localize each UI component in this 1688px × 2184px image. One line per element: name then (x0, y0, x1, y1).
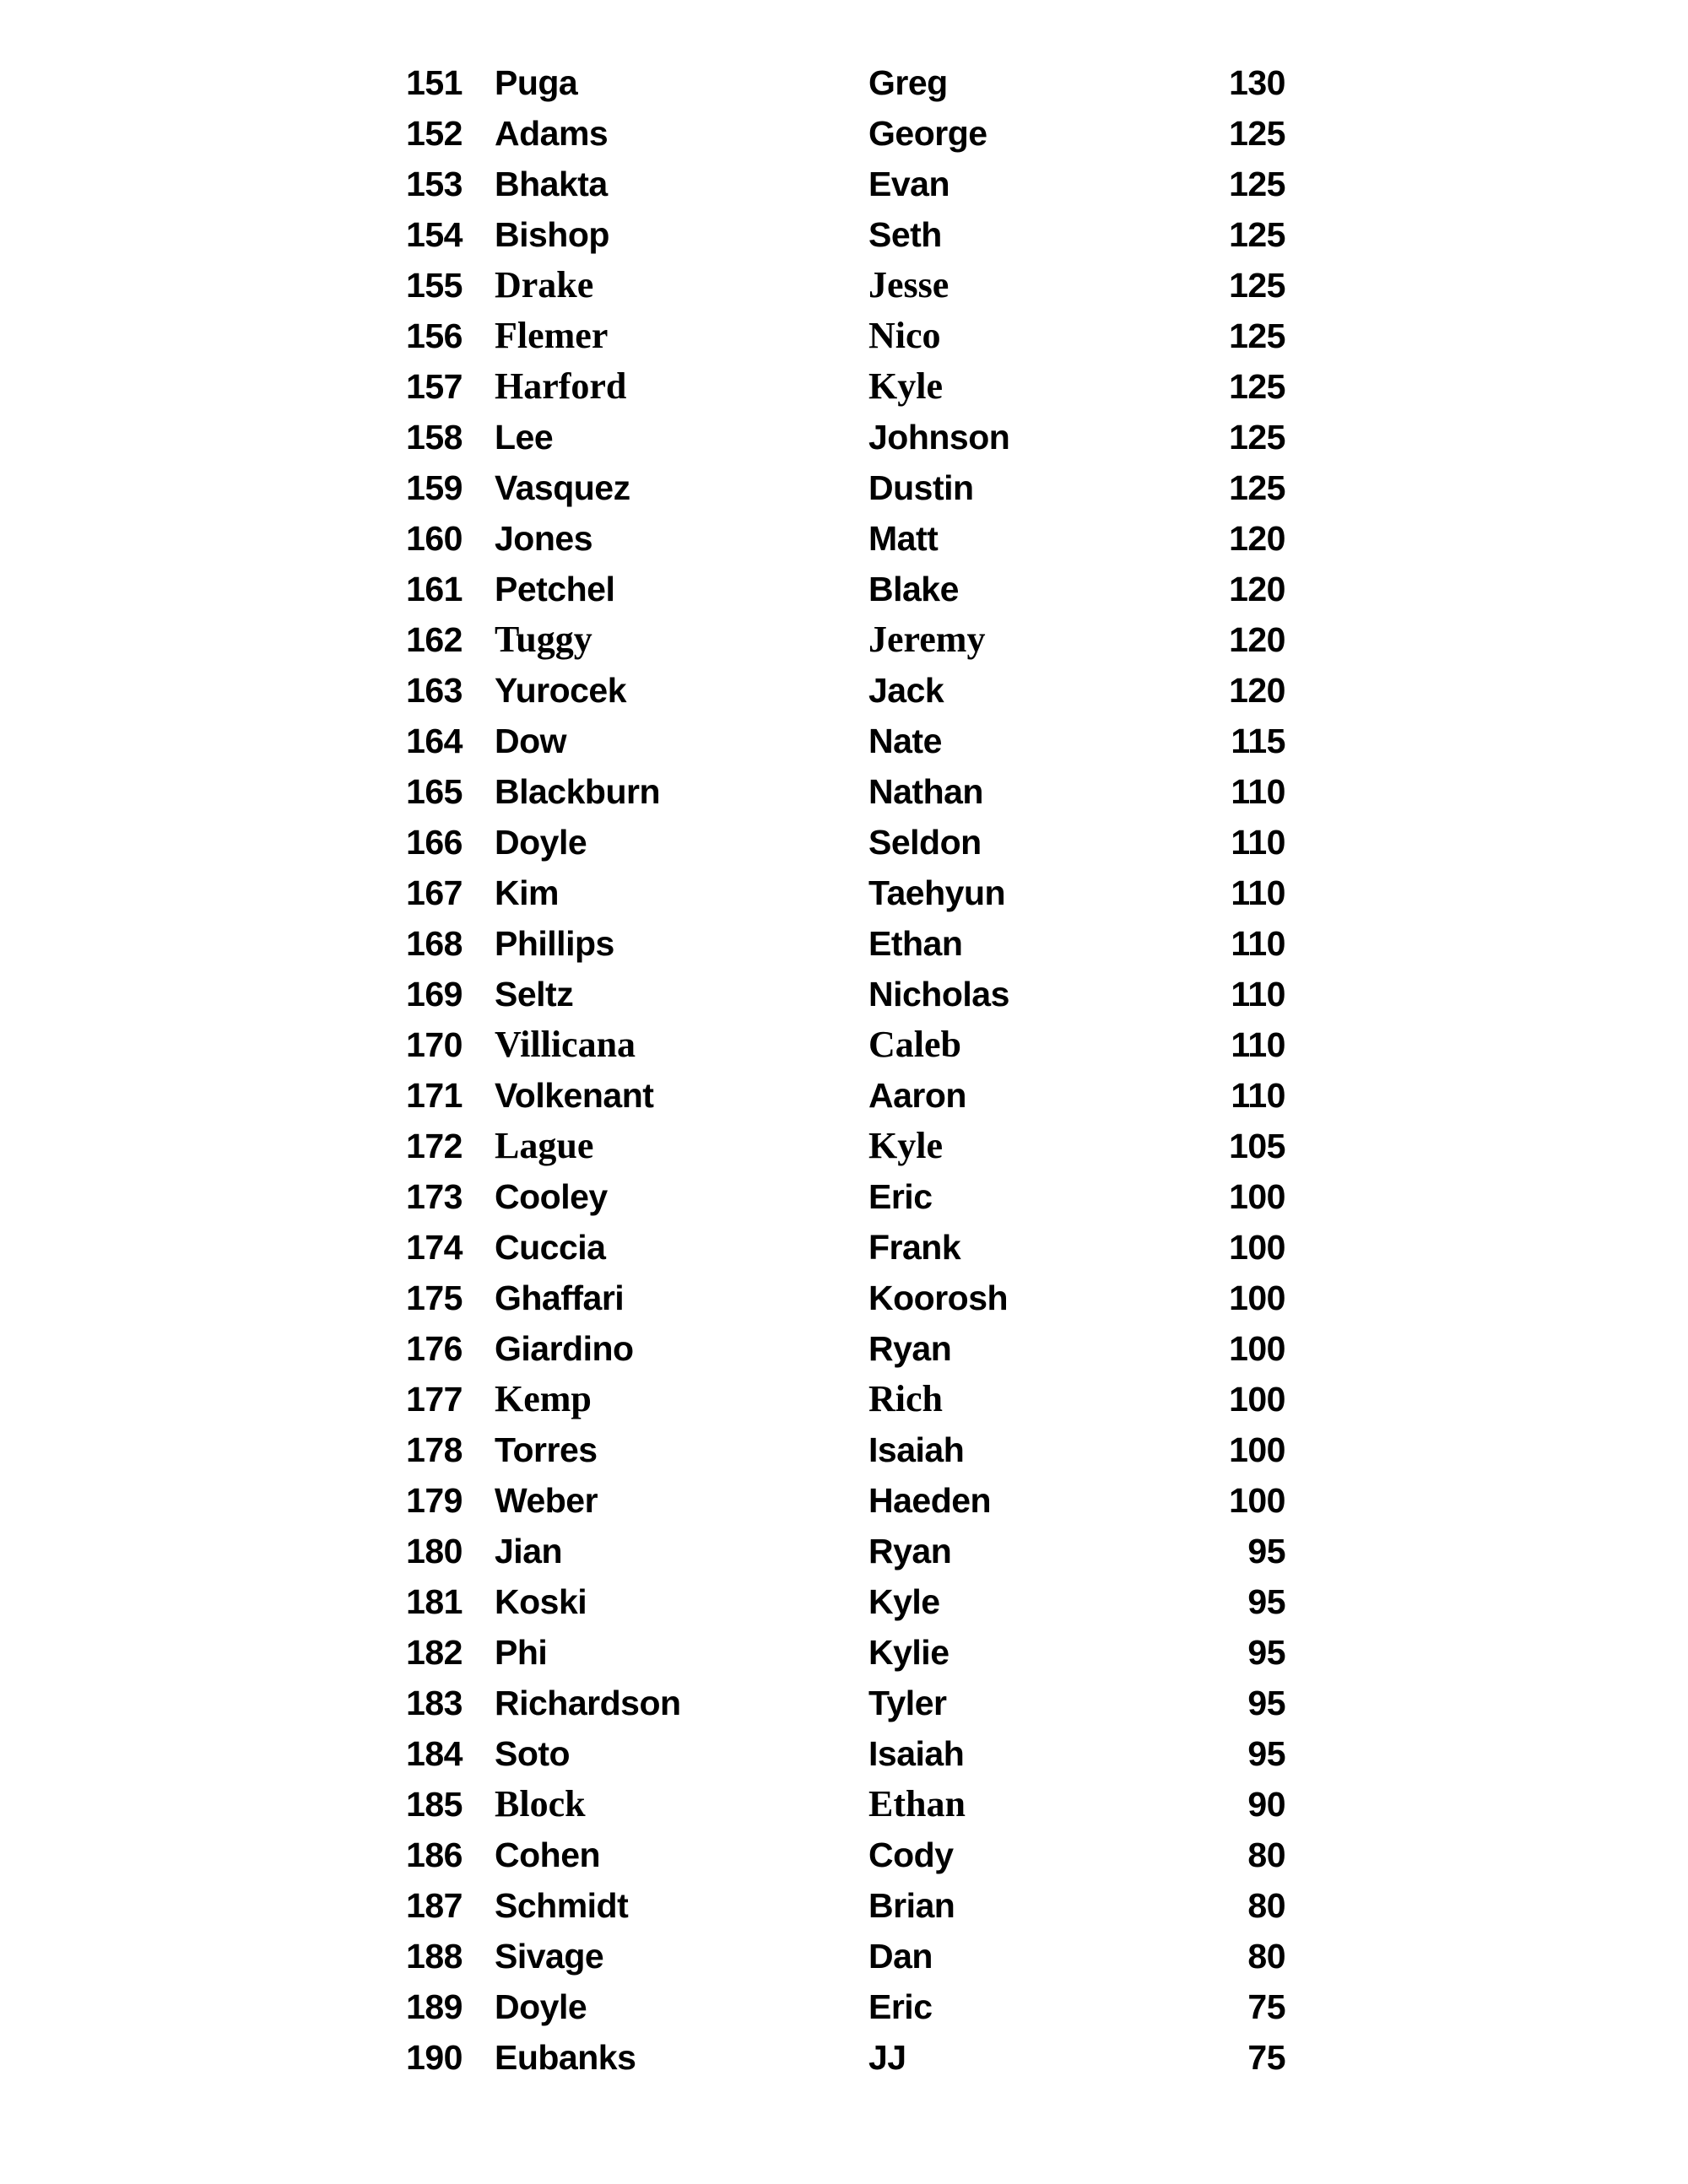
points-cell: 100 (1229, 1329, 1285, 1368)
rank-cell: 167 (406, 873, 463, 912)
rank-cell: 185 (406, 1785, 463, 1824)
rank-cell: 168 (406, 924, 463, 963)
table-row (0, 260, 1317, 311)
table-row (0, 361, 1317, 412)
points-cell: 120 (1229, 570, 1285, 608)
rank-cell: 163 (406, 671, 463, 710)
table-row (0, 1424, 1317, 1475)
rank-cell: 160 (406, 519, 463, 558)
first-name-cell: Dan (868, 1937, 933, 1976)
first-name-cell: Frank (868, 1228, 961, 1267)
first-name-cell: Jesse (868, 264, 950, 305)
points-cell: 110 (1231, 1025, 1285, 1064)
last-name-cell: Phillips (495, 924, 614, 963)
roster-list (0, 57, 1317, 2083)
points-cell: 120 (1229, 671, 1285, 710)
points-cell: 110 (1231, 924, 1285, 963)
table-row (0, 918, 1317, 969)
last-name-cell: Giardino (495, 1329, 634, 1368)
first-name-cell: Rich (868, 1378, 943, 1419)
rank-cell: 170 (406, 1025, 463, 1064)
points-cell: 110 (1231, 772, 1285, 811)
first-name-cell: Taehyun (868, 873, 1006, 912)
rank-cell: 165 (406, 772, 463, 811)
first-name-cell: Greg (868, 63, 948, 102)
rank-cell: 159 (406, 468, 463, 507)
first-name-cell: Jeremy (868, 619, 986, 660)
points-cell: 100 (1229, 1279, 1285, 1317)
rank-cell: 173 (406, 1177, 463, 1216)
points-cell: 125 (1229, 367, 1285, 406)
rank-cell: 188 (406, 1937, 463, 1976)
rank-cell: 175 (406, 1279, 463, 1317)
table-row (0, 1830, 1317, 1880)
points-cell: 80 (1247, 1835, 1285, 1874)
first-name-cell: Koorosh (868, 1279, 1009, 1317)
rank-cell: 162 (406, 620, 463, 659)
last-name-cell: Bhakta (495, 165, 608, 203)
points-cell: 100 (1229, 1177, 1285, 1216)
points-cell: 125 (1229, 418, 1285, 457)
points-cell: 95 (1247, 1734, 1285, 1773)
table-row (0, 108, 1317, 159)
rank-cell: 190 (406, 2038, 463, 2077)
table-row (0, 1374, 1317, 1424)
points-cell: 110 (1231, 823, 1285, 862)
first-name-cell: Nicholas (868, 975, 1009, 1014)
points-cell: 95 (1247, 1582, 1285, 1621)
first-name-cell: Dustin (868, 468, 974, 507)
points-cell: 95 (1247, 1633, 1285, 1672)
points-cell: 125 (1229, 316, 1285, 355)
points-cell: 75 (1247, 2038, 1285, 2077)
table-row (0, 817, 1317, 868)
last-name-cell: Adams (495, 114, 609, 153)
first-name-cell: Seldon (868, 823, 982, 862)
rank-cell: 174 (406, 1228, 463, 1267)
first-name-cell: Caleb (868, 1024, 961, 1065)
table-row (0, 1121, 1317, 1171)
last-name-cell: Vasquez (495, 468, 630, 507)
table-row (0, 412, 1317, 462)
table-row (0, 614, 1317, 665)
rank-cell: 178 (406, 1430, 463, 1469)
rank-cell: 171 (406, 1076, 463, 1115)
table-row (0, 1273, 1317, 1323)
first-name-cell: Ryan (868, 1329, 952, 1368)
last-name-cell: Drake (495, 264, 594, 305)
rank-cell: 189 (406, 1987, 463, 2026)
table-row (0, 716, 1317, 766)
rank-cell: 152 (406, 114, 463, 153)
last-name-cell: Soto (495, 1734, 571, 1773)
table-row (0, 159, 1317, 209)
last-name-cell: Weber (495, 1481, 598, 1520)
last-name-cell: Richardson (495, 1684, 681, 1722)
points-cell: 110 (1231, 975, 1285, 1014)
last-name-cell: Villicana (495, 1024, 636, 1065)
table-row (0, 1576, 1317, 1627)
table-row (0, 1880, 1317, 1931)
table-row (0, 311, 1317, 361)
rank-cell: 179 (406, 1481, 463, 1520)
first-name-cell: Kylie (868, 1633, 950, 1672)
last-name-cell: Puga (495, 63, 578, 102)
last-name-cell: Petchel (495, 570, 615, 608)
first-name-cell: George (868, 114, 987, 153)
rank-cell: 157 (406, 367, 463, 406)
points-cell: 100 (1229, 1380, 1285, 1419)
last-name-cell: Jian (495, 1532, 563, 1570)
last-name-cell: Bishop (495, 215, 609, 254)
last-name-cell: Phi (495, 1633, 548, 1672)
first-name-cell: Isaiah (868, 1430, 965, 1469)
table-row (0, 868, 1317, 918)
points-cell: 125 (1229, 468, 1285, 507)
rank-cell: 181 (406, 1582, 463, 1621)
table-row (0, 1981, 1317, 2032)
last-name-cell: Eubanks (495, 2038, 636, 2077)
first-name-cell: Eric (868, 1177, 933, 1216)
points-cell: 75 (1247, 1987, 1285, 2026)
table-row (0, 1222, 1317, 1273)
table-row (0, 1475, 1317, 1526)
table-row (0, 209, 1317, 260)
table-row (0, 1627, 1317, 1678)
last-name-cell: Cuccia (495, 1228, 606, 1267)
last-name-cell: Cooley (495, 1177, 608, 1216)
table-row (0, 766, 1317, 817)
last-name-cell: Lee (495, 418, 554, 457)
first-name-cell: Nathan (868, 772, 983, 811)
last-name-cell: Volkenant (495, 1076, 654, 1115)
first-name-cell: Seth (868, 215, 942, 254)
first-name-cell: Haeden (868, 1481, 992, 1520)
table-row (0, 969, 1317, 1019)
rank-cell: 184 (406, 1734, 463, 1773)
table-row (0, 564, 1317, 614)
last-name-cell: Doyle (495, 1987, 587, 2026)
last-name-cell: Block (495, 1783, 586, 1825)
last-name-cell: Koski (495, 1582, 587, 1621)
last-name-cell: Kim (495, 873, 559, 912)
points-cell: 120 (1229, 519, 1285, 558)
last-name-cell: Doyle (495, 823, 587, 862)
rank-cell: 180 (406, 1532, 463, 1570)
table-row (0, 1323, 1317, 1374)
rank-cell: 166 (406, 823, 463, 862)
last-name-cell: Torres (495, 1430, 598, 1469)
last-name-cell: Jones (495, 519, 592, 558)
first-name-cell: Nate (868, 722, 942, 760)
last-name-cell: Harford (495, 365, 627, 407)
points-cell: 115 (1231, 722, 1285, 760)
rank-cell: 161 (406, 570, 463, 608)
first-name-cell: Cody (868, 1835, 954, 1874)
rank-cell: 151 (406, 63, 463, 102)
first-name-cell: Kyle (868, 365, 943, 407)
table-row (0, 1070, 1317, 1121)
points-cell: 95 (1247, 1532, 1285, 1570)
points-cell: 125 (1229, 215, 1285, 254)
points-cell: 125 (1229, 165, 1285, 203)
points-cell: 95 (1247, 1684, 1285, 1722)
last-name-cell: Dow (495, 722, 567, 760)
points-cell: 110 (1231, 873, 1285, 912)
rank-cell: 158 (406, 418, 463, 457)
rank-cell: 164 (406, 722, 463, 760)
table-row (0, 2032, 1317, 2083)
rank-cell: 183 (406, 1684, 463, 1722)
points-cell: 100 (1229, 1430, 1285, 1469)
rank-cell: 154 (406, 215, 463, 254)
points-cell: 80 (1247, 1937, 1285, 1976)
rank-cell: 155 (406, 266, 463, 305)
table-row (0, 1019, 1317, 1070)
first-name-cell: Nico (868, 315, 941, 356)
last-name-cell: Ghaffari (495, 1279, 625, 1317)
last-name-cell: Seltz (495, 975, 574, 1014)
points-cell: 100 (1229, 1481, 1285, 1520)
table-row (0, 1526, 1317, 1576)
last-name-cell: Cohen (495, 1835, 601, 1874)
first-name-cell: Aaron (868, 1076, 966, 1115)
first-name-cell: Brian (868, 1886, 955, 1925)
rank-cell: 182 (406, 1633, 463, 1672)
last-name-cell: Flemer (495, 315, 609, 356)
first-name-cell: Jack (868, 671, 944, 710)
first-name-cell: Johnson (868, 418, 1010, 457)
rank-cell: 177 (406, 1380, 463, 1419)
table-row (0, 665, 1317, 716)
first-name-cell: Ethan (868, 1783, 966, 1825)
points-cell: 110 (1231, 1076, 1285, 1115)
first-name-cell: Ryan (868, 1532, 952, 1570)
table-row (0, 513, 1317, 564)
table-row (0, 1931, 1317, 1981)
first-name-cell: Ethan (868, 924, 963, 963)
rank-cell: 186 (406, 1835, 463, 1874)
rank-cell: 156 (406, 316, 463, 355)
first-name-cell: Evan (868, 165, 950, 203)
table-row (0, 1678, 1317, 1728)
points-cell: 120 (1229, 620, 1285, 659)
table-row (0, 1171, 1317, 1222)
rank-cell: 187 (406, 1886, 463, 1925)
rank-cell: 169 (406, 975, 463, 1014)
first-name-cell: JJ (868, 2038, 906, 2077)
points-cell: 105 (1229, 1127, 1285, 1165)
last-name-cell: Yurocek (495, 671, 627, 710)
rank-cell: 172 (406, 1127, 463, 1165)
table-row (0, 462, 1317, 513)
rank-cell: 153 (406, 165, 463, 203)
points-cell: 100 (1229, 1228, 1285, 1267)
points-cell: 90 (1247, 1785, 1285, 1824)
first-name-cell: Kyle (868, 1582, 940, 1621)
first-name-cell: Tyler (868, 1684, 947, 1722)
rank-cell: 176 (406, 1329, 463, 1368)
points-cell: 125 (1229, 114, 1285, 153)
last-name-cell: Kemp (495, 1378, 592, 1419)
first-name-cell: Isaiah (868, 1734, 965, 1773)
table-row (0, 57, 1317, 108)
last-name-cell: Tuggy (495, 619, 592, 660)
last-name-cell: Sivage (495, 1937, 604, 1976)
points-cell: 80 (1247, 1886, 1285, 1925)
points-cell: 125 (1229, 266, 1285, 305)
first-name-cell: Eric (868, 1987, 933, 2026)
first-name-cell: Matt (868, 519, 939, 558)
last-name-cell: Schmidt (495, 1886, 629, 1925)
table-row (0, 1779, 1317, 1830)
table-row (0, 1728, 1317, 1779)
last-name-cell: Lague (495, 1125, 594, 1166)
first-name-cell: Kyle (868, 1125, 943, 1166)
first-name-cell: Blake (868, 570, 959, 608)
last-name-cell: Blackburn (495, 772, 660, 811)
points-cell: 130 (1229, 63, 1285, 102)
